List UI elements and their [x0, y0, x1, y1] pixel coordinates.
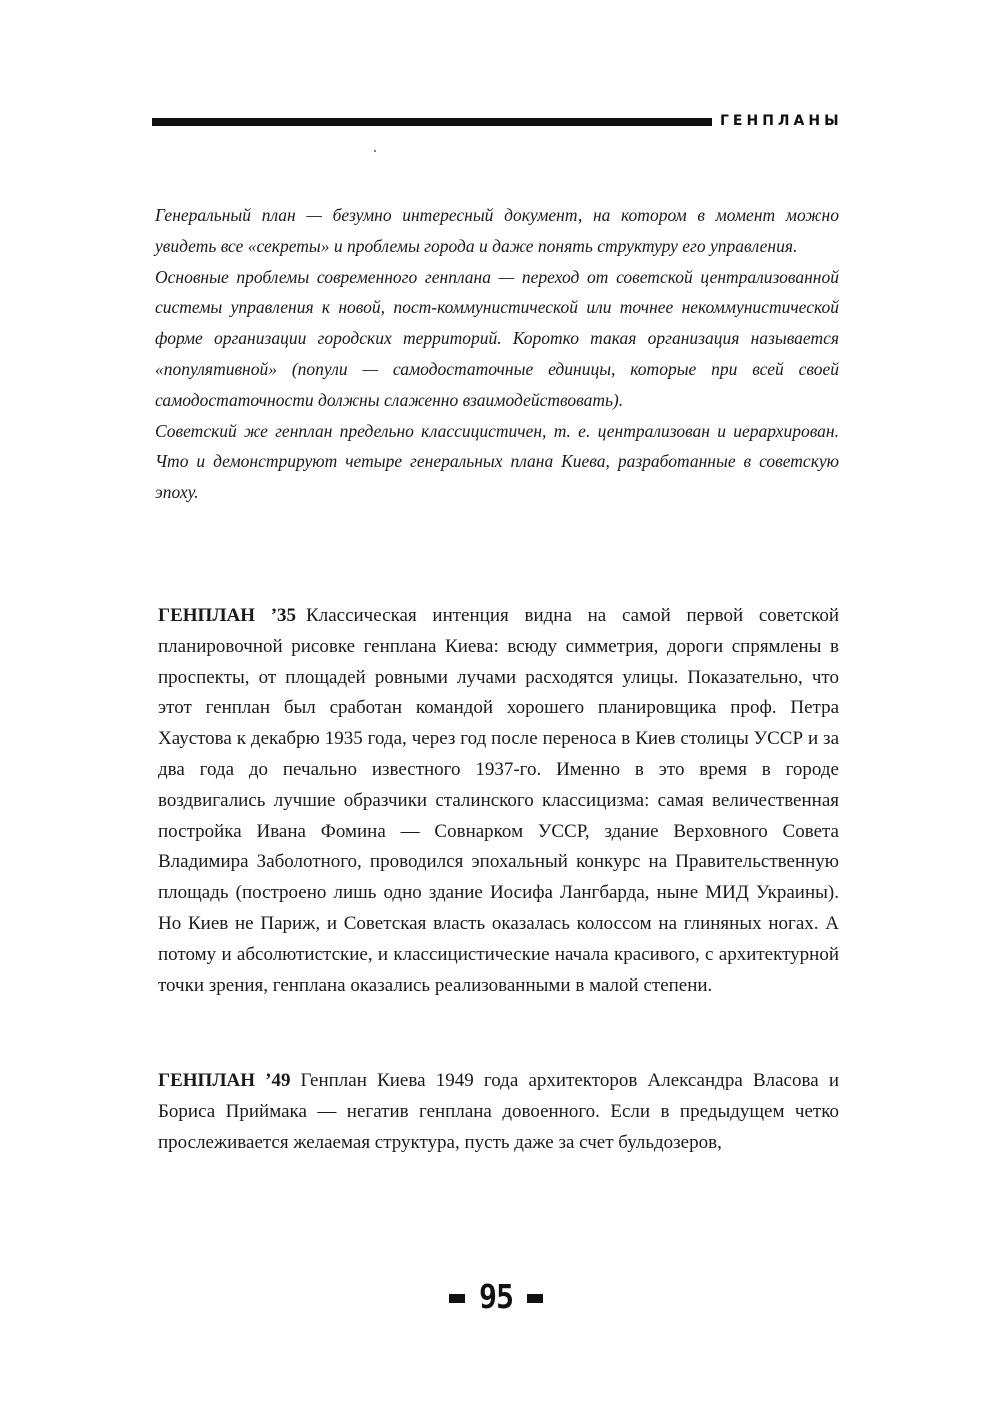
- footer-square-right: [527, 1294, 543, 1303]
- page-footer: [0, 1280, 992, 1316]
- header-rule: [152, 118, 712, 126]
- intro-paragraph: Генеральный план — безумно интересный документ, на котором в момент можно увидеть все «секреты» и проблемы города и даже понять структуру его управления.: [155, 205, 839, 256]
- section-text: Классическая интенция видна на самой первой советской планировочной рисовке генплана Киева: всюду симметрия, дороги спрямлены в проспекты, от площадей ровными лучами расходятся улицы. Показательно, что этот генплан был сработан командой хорошего планировщика проф. Петра Хаустова к декабрю 1935 года, через год после переноса в Киев столицы УССР и за два года до печально известного 1937-го. Именно в это время в городе воздвигались лучшие образчики сталинского классицизма: самая величественная постройка Ивана Фомина — Совнарком УССР, здание Верховного Совета Владимира Заболотного, проводился эпохальный конкурс на Правительственную площадь (построено лишь одно здание Иосифа Лангбарда, ныне МИД Украины). Но Киев не Париж, и Советская власть оказалась колоссом на глиняных ногах. А потому и абсолютистские, и классицистические начала красивого, с архитектурной точки зрения, генплана оказались реализованными в малой степени.: [158, 605, 839, 996]
- section-heading: ГЕНПЛАН ’35: [158, 605, 297, 626]
- running-header: ГЕНПЛАНЫ: [720, 113, 843, 129]
- section-heading: ГЕНПЛАН ’49: [158, 1070, 291, 1091]
- page-number: 95: [478, 1278, 514, 1317]
- section-paragraph: [158, 1066, 839, 1158]
- intro-block: [155, 200, 839, 508]
- footer-square-left: [449, 1294, 465, 1303]
- section-text: Генплан Киева 1949 года архитекторов Александра Власова и Бориса Приймака — негатив генплана довоенного. Если в предыдущем четко прослеживается желаемая структура, пусть даже за счет бульдозеров,: [158, 1070, 839, 1153]
- print-speck: [374, 150, 376, 152]
- intro-paragraph: Основные проблемы современного генплана — переход от советской централизованной системы управления к новой, пост-коммунистической или точнее некоммунистической форме организации городских территорий. Коротко такая организация называется «популятивной» (попули — самодостаточные единицы, которые при всей своей самодостаточности должны слаженно взаимодействовать).: [155, 266, 839, 410]
- section-genplan-49: [158, 1066, 839, 1158]
- section-genplan-35: [158, 601, 839, 1001]
- intro-paragraph: Советский же генплан предельно классицистичен, т. е. централизован и иерархирован. Что и демонстрируют четыре генеральных плана Киева, разработанные в советскую эпоху.: [155, 420, 839, 503]
- section-paragraph: [158, 601, 839, 1001]
